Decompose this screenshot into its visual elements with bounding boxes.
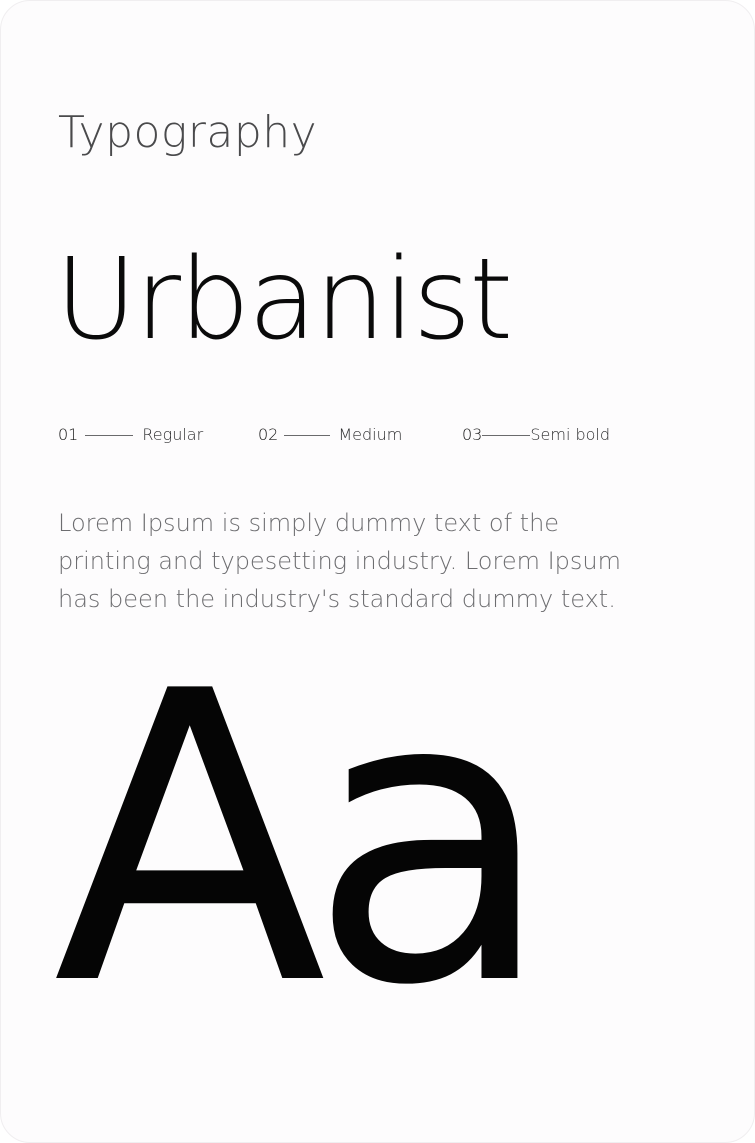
sample-paragraph: Lorem Ipsum is simply dummy text of the printing and typesetting industry. Lorem Ipsum has been the industry's standard dummy text. (58, 509, 621, 613)
weight-number: 01 (58, 425, 79, 444)
weight-divider-line (284, 435, 330, 436)
weight-number: 02 (258, 425, 279, 444)
weight-item-semi-bold (462, 425, 610, 445)
weight-divider-line (482, 435, 530, 436)
weight-label: Regular (142, 425, 204, 444)
weight-number: 03 (462, 425, 483, 444)
section-title: Typography (58, 107, 318, 158)
weight-divider-line (85, 435, 133, 436)
glyph-specimen: Aa (53, 608, 536, 1073)
weight-item-medium (258, 425, 402, 445)
font-name-heading: Urbanist (55, 235, 512, 365)
weight-item-regular (58, 425, 203, 445)
weight-label: Semi bold (530, 425, 611, 444)
font-weight-list (58, 425, 678, 447)
weight-label: Medium (338, 425, 403, 444)
